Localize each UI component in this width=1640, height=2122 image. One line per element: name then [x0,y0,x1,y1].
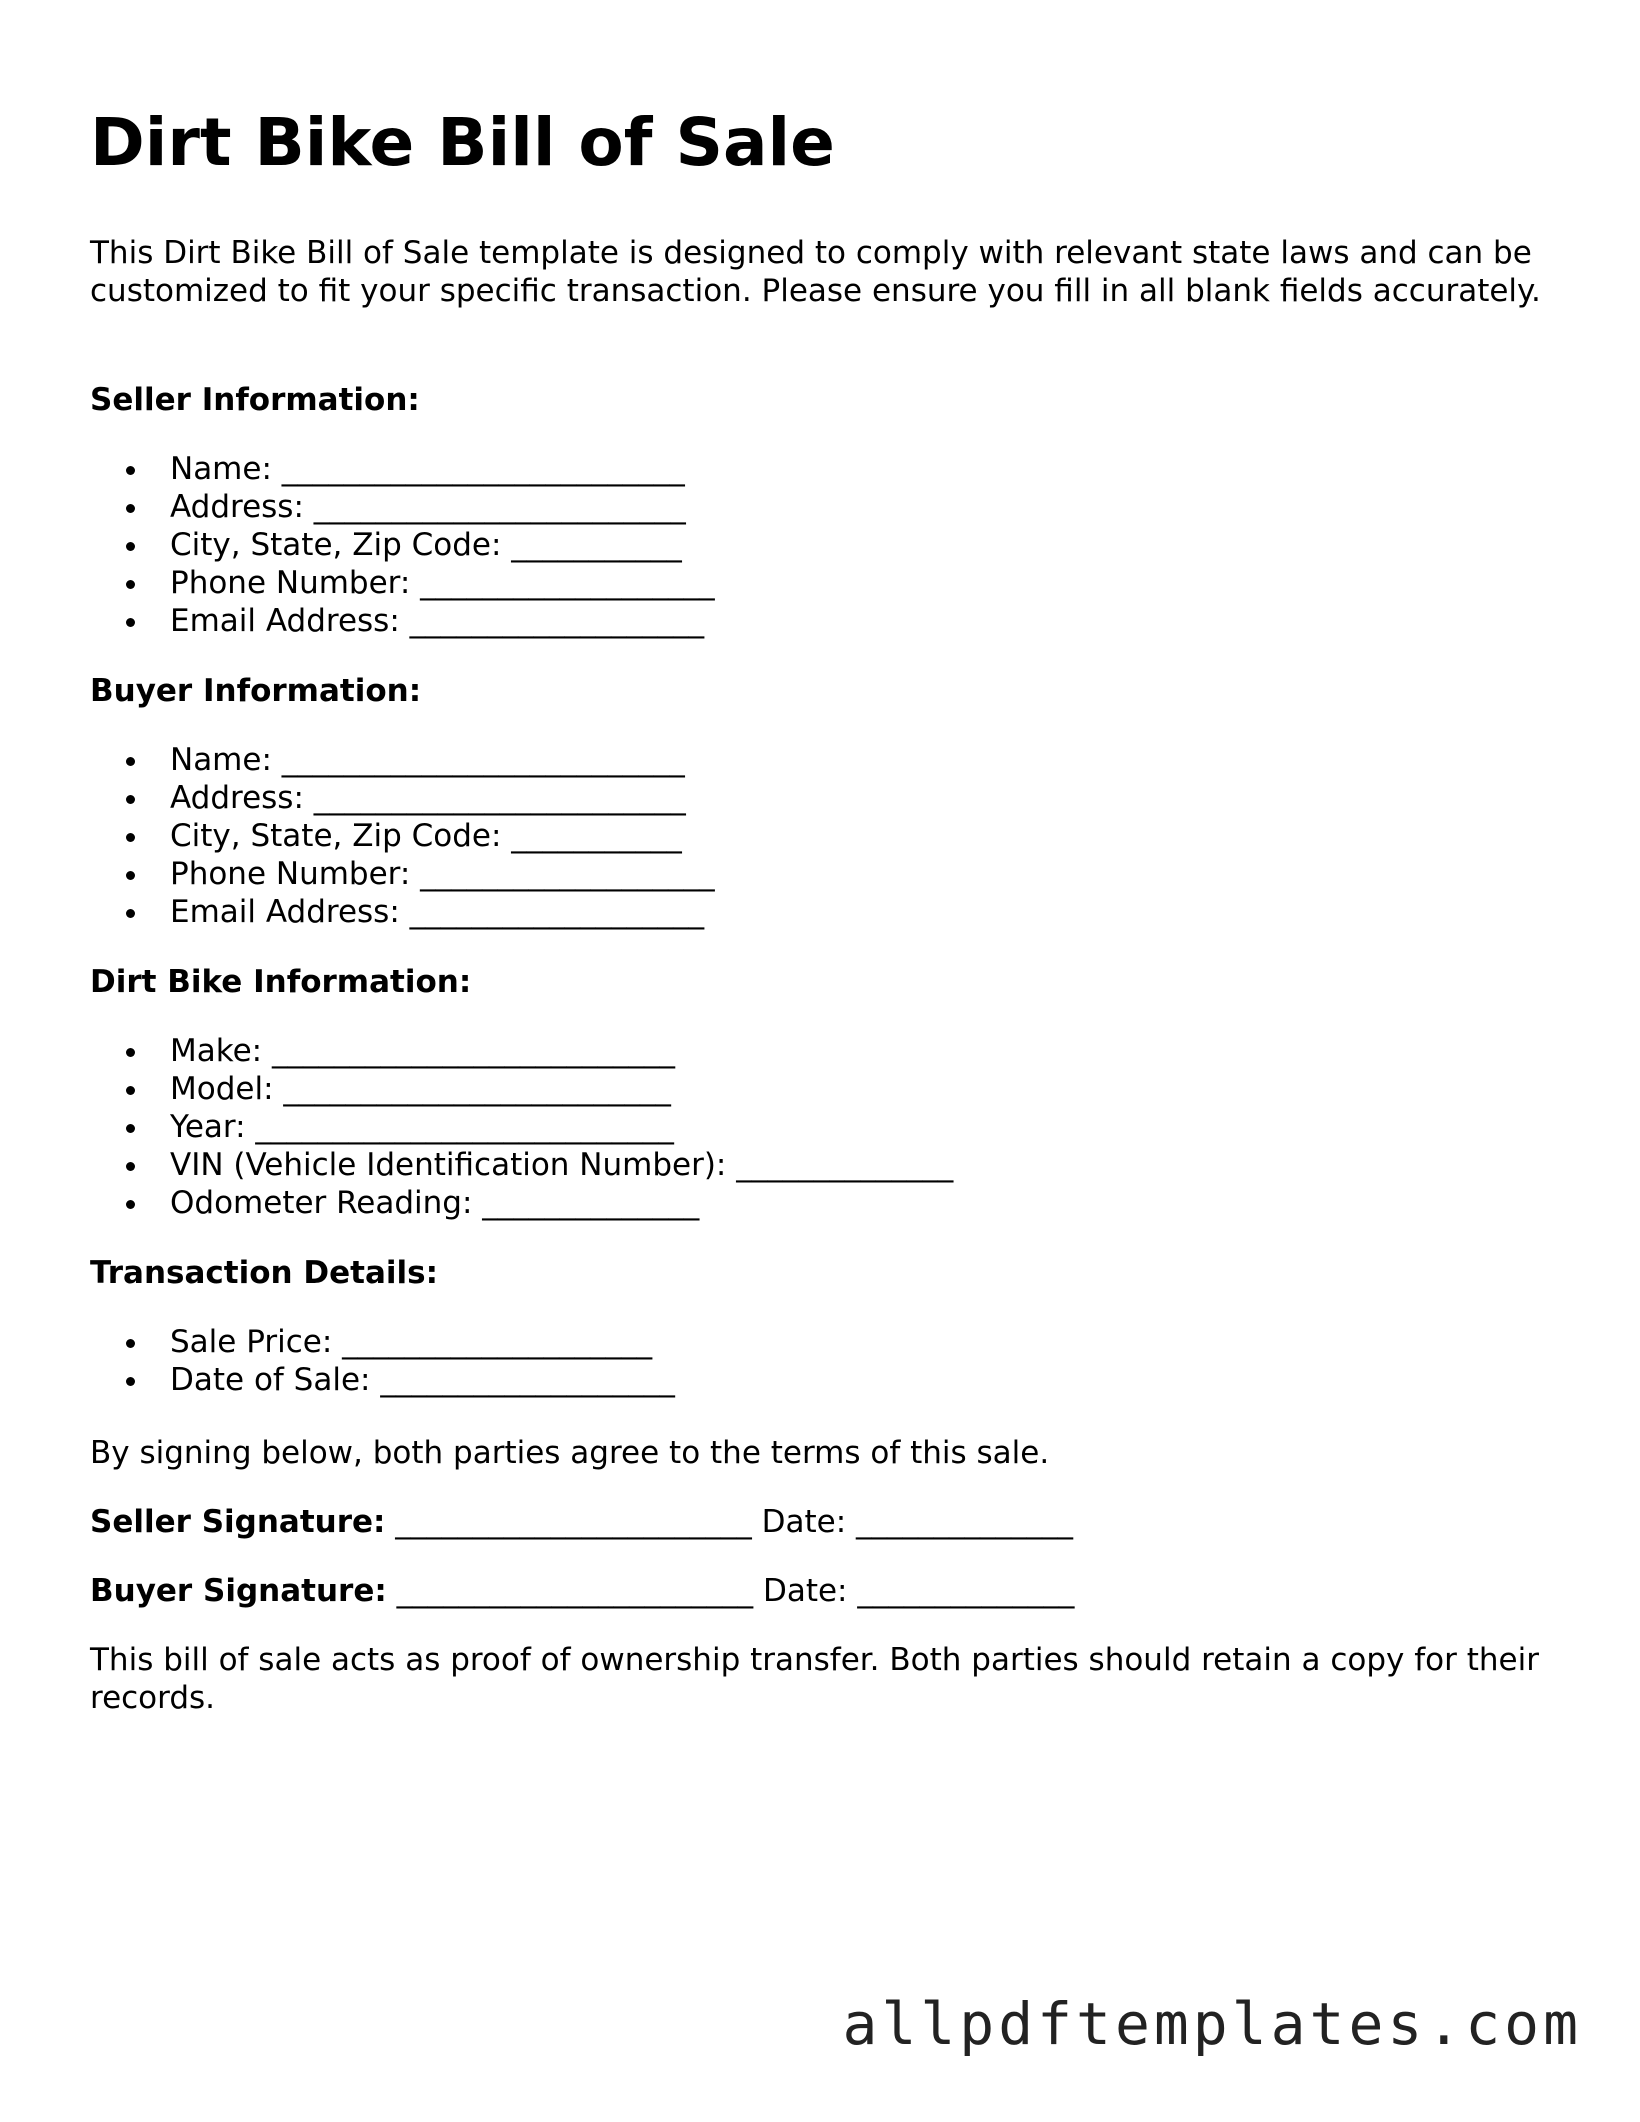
buyer-phone-field: Phone Number: ___________________ [170,856,715,892]
bike-model-field: Model: _________________________ [170,1070,953,1108]
buyer-signature-blanks: _______________________ Date: ______________ [386,1573,1075,1609]
intro-paragraph: This Dirt Bike Bill of Sale template is designed to comply with relevant state laws and can be customized to fit your specific transaction. Please ensure you fill in all blank fields accurately. [90,235,1541,309]
agreement-statement: By signing below, both parties agree to the terms of this sale. [90,1435,1050,1471]
site-watermark: allpdftemplates.com [842,1990,1582,2058]
transaction-heading: Transaction Details: [90,1255,438,1291]
buyer-info-list [90,741,715,931]
bike-vin-field: VIN (Vehicle Identification Number): ______________ [170,1147,954,1183]
seller-phone-field: Phone Number: ___________________ [170,565,715,601]
bike-odometer-field: Odometer Reading: ______________ [170,1184,953,1222]
bike-info-heading: Dirt Bike Information: [90,964,472,1000]
seller-address-field: Address: ________________________ [170,488,715,526]
buyer-name-field: Name: __________________________ [170,741,715,779]
buyer-email-field: Email Address: ___________________ [170,893,715,931]
seller-signature-blanks: _______________________ Date: ______________ [385,1504,1074,1540]
transaction-list [90,1323,675,1399]
bike-info-list [90,1032,953,1222]
seller-name-field: Name: __________________________ [170,450,715,488]
document-title: Dirt Bike Bill of Sale [90,104,835,181]
bike-year-field: Year: ___________________________ [170,1108,953,1146]
bike-make-field: Make: __________________________ [170,1032,953,1070]
sale-price-field: Sale Price: ____________________ [170,1323,675,1361]
buyer-city-state-zip-field: City, State, Zip Code: ___________ [170,817,715,855]
seller-info-heading: Seller Information: [90,382,420,418]
seller-signature-label: Seller Signature: [90,1504,386,1540]
seller-city-state-zip-field: City, State, Zip Code: ___________ [170,526,715,564]
seller-email-field: Email Address: ___________________ [170,602,715,640]
buyer-address-field: Address: ________________________ [170,779,715,817]
seller-signature-line [90,1503,1073,1541]
closing-statement: This bill of sale acts as proof of ownership transfer. Both parties should retain a copy for their records. [90,1642,1539,1716]
seller-info-list [90,450,715,640]
buyer-signature-label: Buyer Signature: [90,1573,387,1609]
buyer-info-heading: Buyer Information: [90,673,422,709]
sale-date-field: Date of Sale: ___________________ [170,1362,675,1398]
buyer-signature-line [90,1572,1074,1610]
